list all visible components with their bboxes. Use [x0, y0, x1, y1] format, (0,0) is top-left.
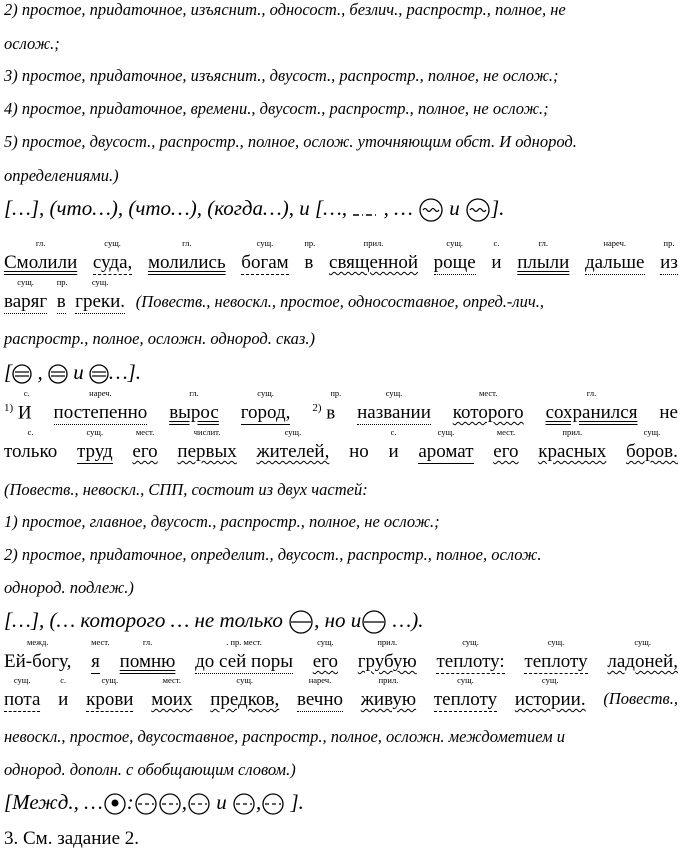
word: гл. молились	[147, 238, 226, 273]
word: сущ. греки.	[75, 277, 126, 312]
word: числит. первых	[177, 427, 237, 462]
word: $^{1)}$ с. И	[4, 388, 32, 424]
word: мест. моих	[151, 675, 193, 710]
word: гл. Смолили	[4, 238, 78, 273]
word: но	[349, 441, 369, 462]
sentence-2-line-2	[4, 427, 678, 464]
word: гл. плыли	[517, 238, 570, 273]
sentence-note: распростр., полное, осложн. однород. сказ.)	[4, 329, 315, 348]
analysis-line: определениями.)	[4, 166, 119, 185]
sentence-scheme: [Межд., … : , и , ].	[4, 790, 678, 816]
word: с. и	[388, 427, 399, 462]
word: нареч. дальше	[585, 238, 645, 273]
word: сущ. предков,	[210, 675, 280, 710]
word: мест. я	[91, 637, 110, 672]
word: сущ. названии	[357, 388, 431, 423]
scheme-text: …,	[323, 196, 353, 220]
predicate-circle-icon	[12, 363, 32, 385]
scheme-text: , но и	[314, 608, 362, 632]
task-reference: 3. См. задание 2.	[4, 828, 140, 849]
scheme-text: […], (… которого … не только	[4, 608, 289, 632]
predicate-circle-icon	[418, 197, 444, 223]
word: с. и	[491, 238, 502, 273]
scheme-text: [	[4, 360, 13, 384]
analysis-line: 4) простое, придаточное, времени., двусост., распростр., полное, не ослож.;	[4, 99, 549, 118]
sentence-scheme	[4, 196, 678, 223]
clause-marker: 2)	[312, 402, 322, 414]
sentence-note: (Повеств., невоскл., простое, односоставное, опред.-лич.,	[135, 292, 544, 311]
sentence-1-line-1	[4, 238, 678, 275]
word: мест. которого	[452, 388, 524, 423]
sentence-note: однород. дополн. с обобщающим словом.)	[4, 760, 296, 779]
word: . пр. мест. до сей поры	[195, 637, 293, 672]
word: гл. помню	[119, 637, 176, 672]
word: пр. в	[304, 238, 316, 273]
scheme-text: ].	[285, 790, 304, 814]
sentence-note: (Повеств., невоскл., СПП, состоит из двух частей:	[4, 480, 368, 499]
word: прил. живую	[360, 675, 417, 710]
subject-circle-icon	[361, 609, 387, 635]
word: мест. его	[132, 427, 158, 462]
sentence-1-line-2	[4, 277, 678, 314]
word: $^{2)}$ пр. в	[312, 388, 342, 424]
object-circle-icon	[232, 792, 256, 816]
word: сущ. его	[312, 637, 339, 672]
word: с. и	[58, 675, 69, 710]
word: сущ. истории.	[514, 675, 586, 710]
scheme-text: , …	[378, 196, 413, 220]
word: не	[659, 402, 678, 423]
word: гл. вырос	[169, 388, 219, 423]
analysis-line: ослож.;	[4, 34, 60, 53]
word: сущ. роще	[433, 238, 476, 273]
sentence-note: (Повеств.,	[603, 689, 678, 708]
sentence-2-line-1	[4, 388, 678, 425]
scheme-text: и	[67, 360, 89, 384]
word: пр. из	[660, 238, 678, 273]
word: сущ. пота	[4, 675, 41, 710]
analysis-line: 3) простое, придаточное, изъяснит., двусост., распростр., полное, не ослож.;	[4, 66, 559, 85]
word: сущ. теплоту	[433, 675, 498, 710]
word: сущ. крови	[86, 675, 134, 710]
word: сущ. жителей,	[256, 427, 330, 462]
word: прил. красных	[538, 427, 607, 462]
sentence-scheme	[4, 608, 678, 635]
object-circle-icon	[261, 792, 285, 816]
word: прил. священной	[329, 238, 418, 273]
word: сущ. город,	[240, 388, 291, 423]
word: нареч. постепенно	[53, 388, 148, 423]
word: сущ. аромат	[418, 427, 474, 462]
word: сущ. варяг	[4, 277, 48, 312]
word: межд. Ей-богу,	[4, 637, 72, 672]
predicate-circle-icon	[465, 197, 491, 223]
generalizing-word-circle-icon	[103, 792, 127, 816]
word: сущ. труд	[76, 427, 113, 462]
sentence-3-line-2	[4, 675, 678, 712]
analysis-line: 2) простое, придаточное, изъяснит., односост., безлич., распростр., полное, не	[4, 0, 566, 19]
word: прил. грубую	[357, 637, 417, 672]
word: сущ. теплоту:	[436, 637, 505, 672]
object-circle-icon	[134, 792, 158, 816]
word: сущ. боров.	[626, 427, 678, 462]
sentence-note: 2) простое, придаточное, определит., двусост., распростр., полное, ослож.	[4, 545, 542, 564]
sentence-note: 1) простое, главное, двусост., распростр., полное, не ослож.;	[4, 512, 440, 531]
scheme-text: ].	[491, 196, 505, 220]
word: сущ. ладоней,	[607, 637, 678, 672]
sentence-3-line-1	[4, 637, 678, 674]
scheme-text: и	[211, 790, 232, 814]
analysis-line: 5) простое, двусост., распростр., полное, ослож. уточняющим обст. И однород.	[4, 132, 577, 151]
word: пр. в	[56, 277, 68, 312]
word: нареч. вечно	[296, 675, 344, 710]
word: гл. сохранился	[545, 388, 638, 423]
adverbial-dash-dot-icon	[352, 203, 378, 217]
scheme-text: :	[126, 790, 134, 814]
object-circle-icon	[158, 792, 182, 816]
scheme-text: …).	[387, 608, 424, 632]
scheme-text: ,	[32, 360, 48, 384]
word: сущ. суда,	[92, 238, 133, 273]
object-circle-icon	[187, 792, 211, 816]
word: с. только	[4, 427, 58, 462]
word: мест. его	[493, 427, 519, 462]
predicate-circle-icon	[89, 363, 109, 385]
sentence-note: однород. подлеж.)	[4, 578, 134, 597]
scheme-text: [Межд., …	[4, 790, 103, 814]
sentence-note: невоскл., простое, двусоставное, распростр., полное, осложн. междометием и	[4, 727, 566, 746]
clause-marker: 1)	[4, 402, 14, 414]
word: сущ. теплоту	[524, 637, 588, 672]
scheme-text: и	[444, 196, 465, 220]
word: сущ. богам	[241, 238, 289, 273]
subject-circle-icon	[288, 609, 314, 635]
scheme-text: …].	[108, 360, 142, 384]
predicate-circle-icon	[48, 363, 68, 385]
sentence-scheme	[4, 360, 678, 385]
scheme-text: […], (что…), (что…), (когда…), и [	[4, 196, 324, 220]
